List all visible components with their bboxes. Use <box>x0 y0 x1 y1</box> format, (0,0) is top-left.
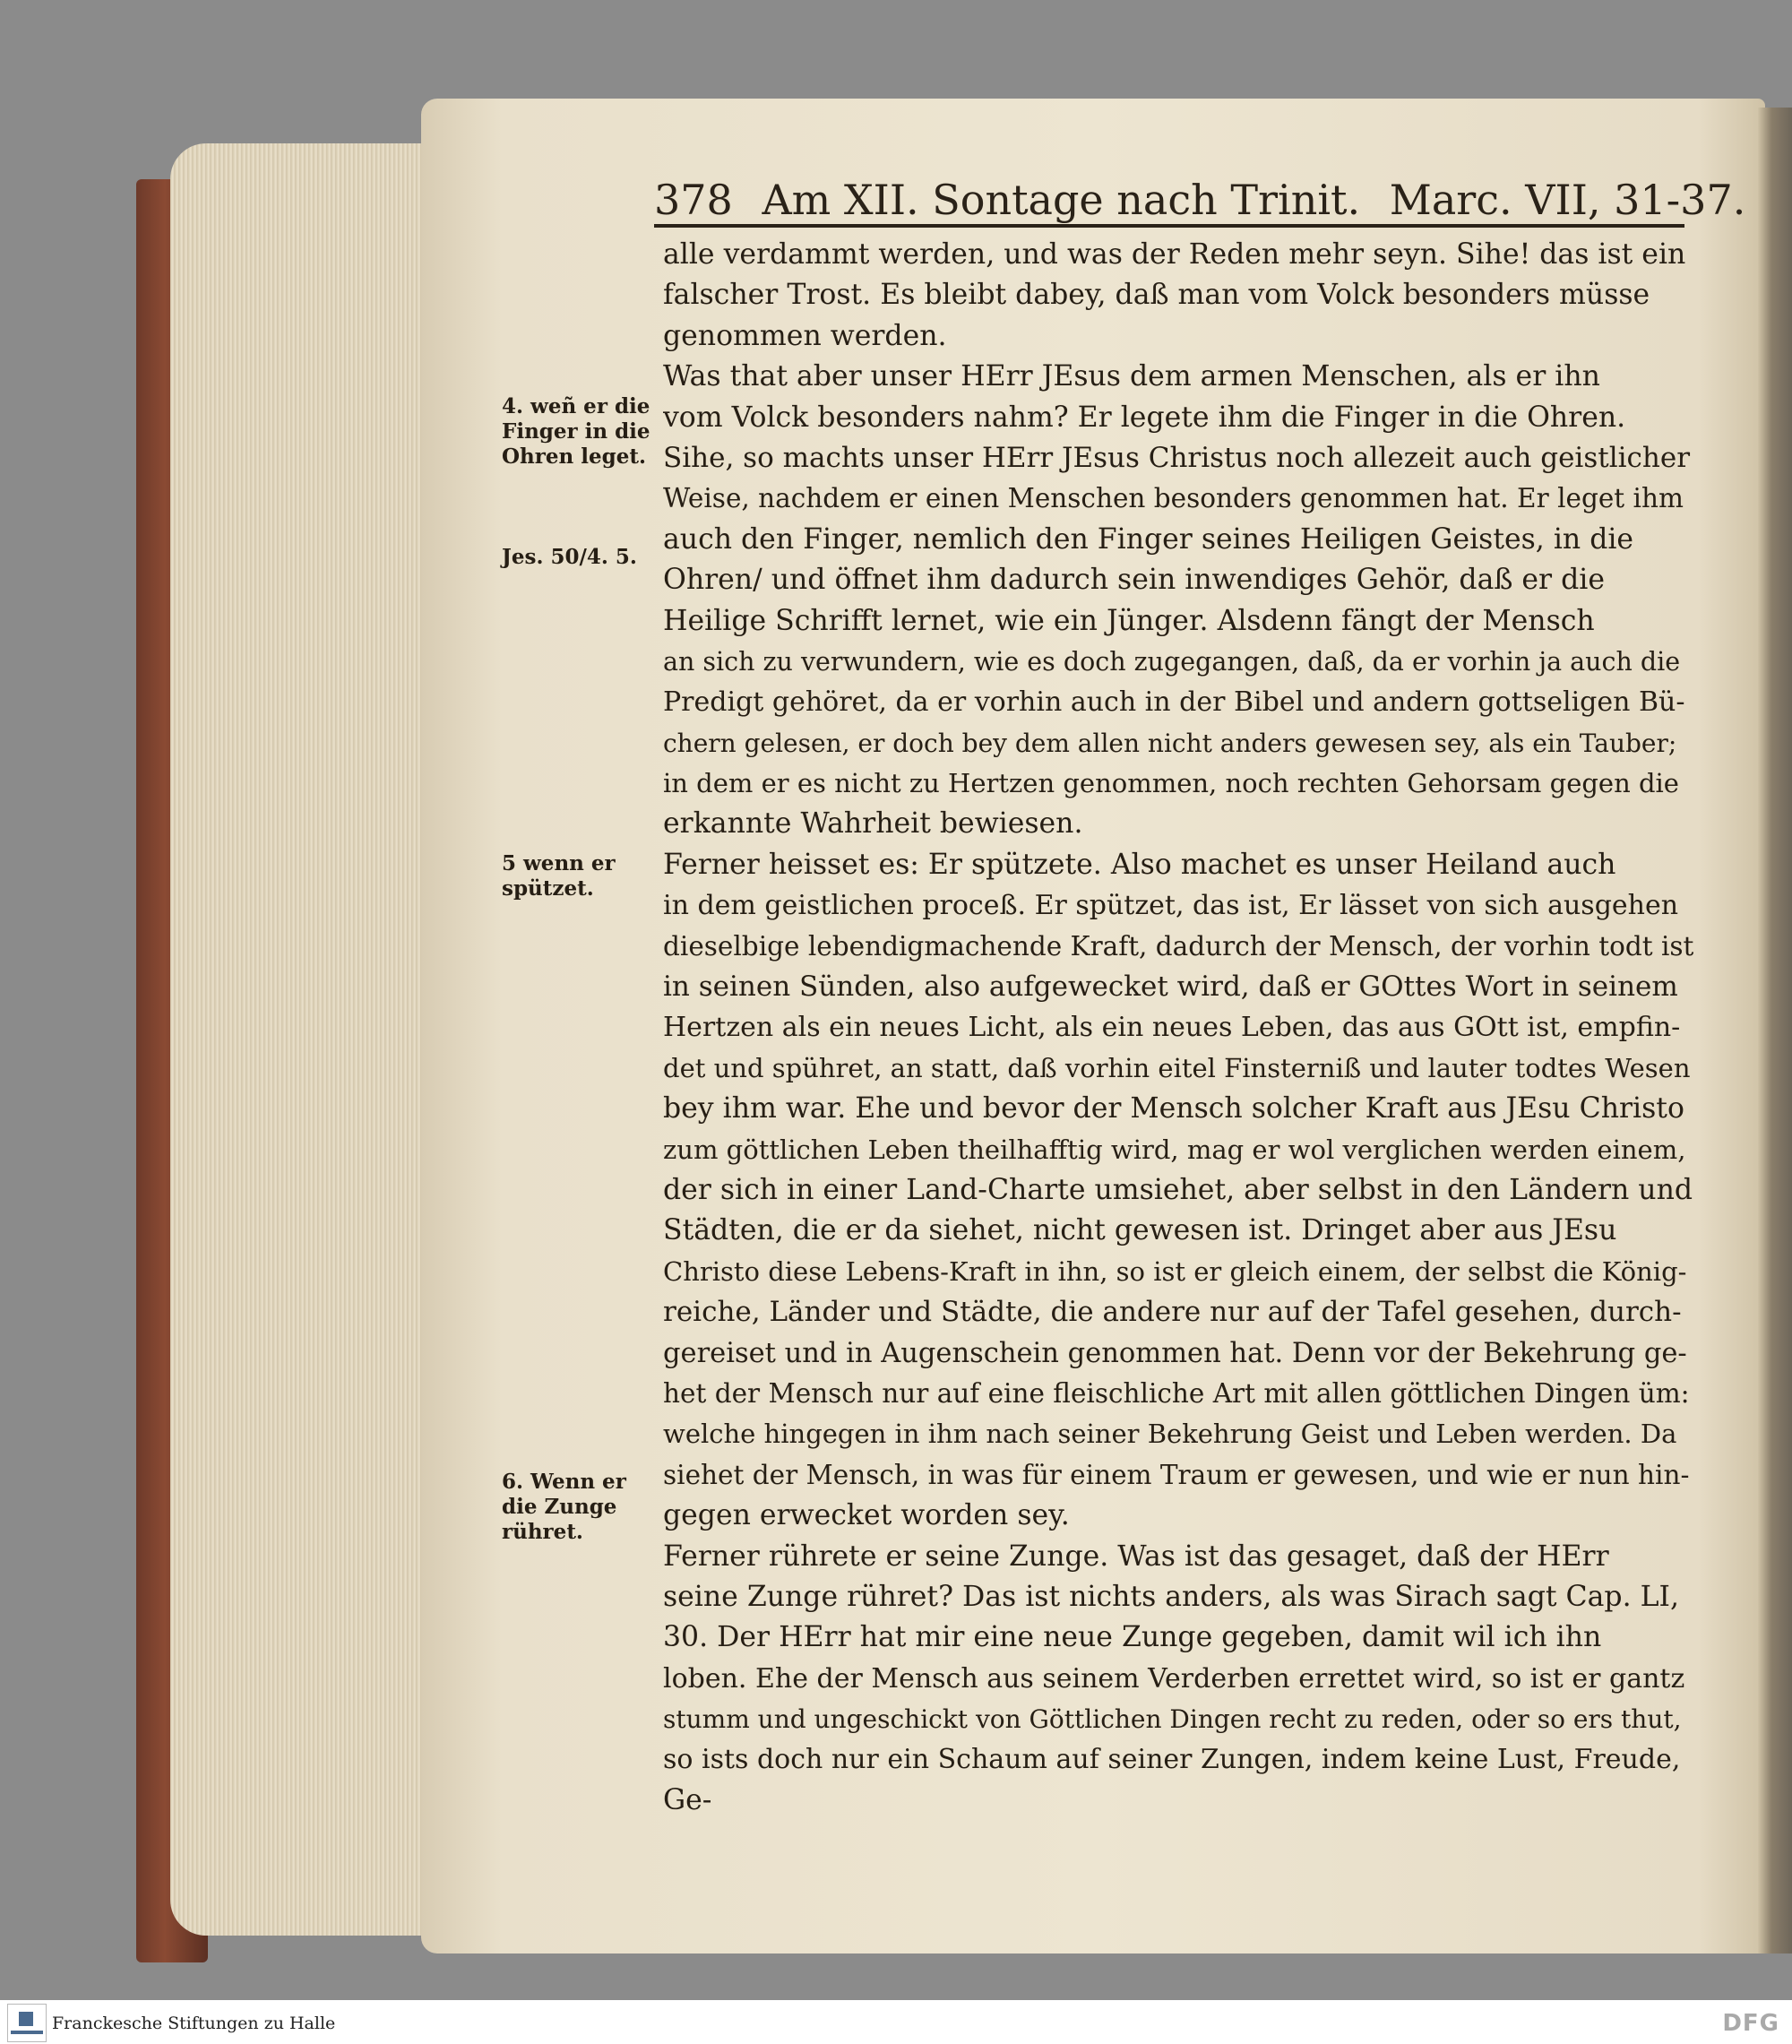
text-line: reiche, Länder und Städte, die andere nur auf der Tafel gesehen, durch- <box>663 1296 1682 1329</box>
text-line: Ohren/ und öffnet ihm dadurch sein inwendiges Gehör, daß er die <box>663 564 1605 597</box>
running-title: Am XII. Sontage nach Trinit. <box>762 176 1361 224</box>
text-line: loben. Ehe der Mensch aus seinem Verderben errettet wird, so ist er gantz <box>663 1662 1685 1695</box>
margin-note: Jes. 50/4. 5. <box>502 545 637 569</box>
text-line: Ge- <box>663 1783 712 1816</box>
scripture-reference: Marc. VII, 31-37. <box>1389 176 1746 224</box>
text-line: welche hingegen in ihm nach seiner Bekehrung Geist und Leben werden. Da <box>663 1419 1677 1450</box>
text-line: genommen werden. <box>663 319 947 352</box>
running-head <box>654 176 1746 224</box>
text-line: Ferner heisset es: Er spützete. Also machet es unser Heiland auch <box>663 848 1616 881</box>
text-line: Predigt gehöret, da er vorhin auch in der Bibel und andern gottseligen Bü- <box>663 686 1685 719</box>
margin-note: 4. weñ er die Finger in die Ohren leget. <box>502 394 650 469</box>
text-line: Heilige Schrifft lernet, wie ein Jünger. Alsdenn fängt der Mensch <box>663 604 1595 637</box>
text-line: Städten, die er da siehet, nicht gewesen ist. Dringet aber aus JEsu <box>663 1214 1617 1247</box>
text-line: Ferner rührete er seine Zunge. Was ist das gesaget, daß der HErr <box>663 1539 1609 1573</box>
text-line: in dem geistlichen proceß. Er spützet, das ist, Er lässet von sich ausgehen <box>663 890 1679 922</box>
institution-name: Franckesche Stiftungen zu Halle <box>52 2014 336 2033</box>
text-line: siehet der Mensch, in was für einem Traum er gewesen, und wie er nun hin- <box>663 1459 1690 1490</box>
institution-logo-icon <box>7 2004 47 2042</box>
text-line: 30. Der HErr hat mir eine neue Zunge gegeben, damit wil ich ihn <box>663 1621 1602 1654</box>
viewer-footer <box>0 2000 1792 2044</box>
margin-note: 6. Wenn er die Zunge rühret. <box>502 1470 626 1544</box>
text-line: auch den Finger, nemlich den Finger seines Heiligen Geistes, in die <box>663 522 1634 556</box>
text-line: der sich in einer Land-Charte umsiehet, aber selbst in den Ländern und <box>663 1173 1693 1206</box>
text-line: alle verdammt werden, und was der Reden mehr seyn. Sihe! das ist ein <box>663 238 1686 271</box>
text-line: het der Mensch nur auf eine fleischliche Art mit allen göttlichen Dingen üm: <box>663 1377 1690 1409</box>
text-line: dieselbige lebendigmachende Kraft, dadurch der Mensch, der vorhin todt ist <box>663 930 1693 962</box>
text-line: in seinen Sünden, also aufgewecket wird, daß er GOttes Wort in seinem <box>663 970 1678 1004</box>
text-line: bey ihm war. Ehe und bevor der Mensch solcher Kraft aus JEsu Christo <box>663 1092 1684 1125</box>
text-line: an sich zu verwundern, wie es doch zugegangen, daß, da er vorhin ja auch die <box>663 646 1681 677</box>
text-line: erkannte Wahrheit bewiesen. <box>663 807 1083 841</box>
text-line: gereiset und in Augenschein genommen hat. Denn vor der Bekehrung ge- <box>663 1337 1687 1369</box>
text-line: stumm und ungeschickt von Göttlichen Dingen recht zu reden, oder so ers thut, <box>663 1704 1682 1735</box>
page-edges <box>170 143 439 1936</box>
text-line: det und spühret, an statt, daß vorhin eitel Finsterniß und lauter todtes Wesen <box>663 1052 1691 1083</box>
margin-note: 5 wenn er spützet. <box>502 851 616 901</box>
page-number: 378 <box>654 176 733 224</box>
gutter-shadow <box>1758 108 1792 1953</box>
body-text <box>663 235 1693 1821</box>
text-line: Christo diese Lebens-Kraft in ihn, so ist er gleich einem, der selbst die König- <box>663 1255 1687 1287</box>
text-line: vom Volck besonders nahm? Er legete ihm die Finger in die Ohren. <box>663 401 1626 434</box>
header-rule <box>654 224 1684 228</box>
text-line: so ists doch nur ein Schaum auf seiner Zungen, indem keine Lust, Freude, <box>663 1744 1681 1776</box>
text-line: Was that aber unser HErr JEsus dem armen Menschen, als er ihn <box>663 360 1600 393</box>
text-line: zum göttlichen Leben theilhafftig wird, mag er wol verglichen werden einem, <box>663 1134 1686 1165</box>
text-line: Hertzen als ein neues Licht, als ein neues Leben, das aus GOtt ist, empfin- <box>663 1012 1681 1044</box>
text-line: in dem er es nicht zu Hertzen genommen, noch rechten Gehorsam gegen die <box>663 768 1679 799</box>
text-line: Weise, nachdem er einen Menschen besonders genommen hat. Er leget ihm <box>663 483 1684 514</box>
dfg-logo: DFG <box>1722 2010 1779 2037</box>
text-line: seine Zunge rühret? Das ist nichts anders, als was Sirach sagt Cap. LI, <box>663 1580 1679 1613</box>
text-line: gegen erwecket worden sey. <box>663 1499 1070 1532</box>
text-line: falscher Trost. Es bleibt dabey, daß man vom Volck besonders müsse <box>663 279 1650 312</box>
text-line: Sihe, so machts unser HErr JEsus Christus noch allezeit auch geistlicher <box>663 441 1691 474</box>
text-line: chern gelesen, er doch bey dem allen nicht anders gewesen sey, als ein Tauber; <box>663 728 1677 758</box>
